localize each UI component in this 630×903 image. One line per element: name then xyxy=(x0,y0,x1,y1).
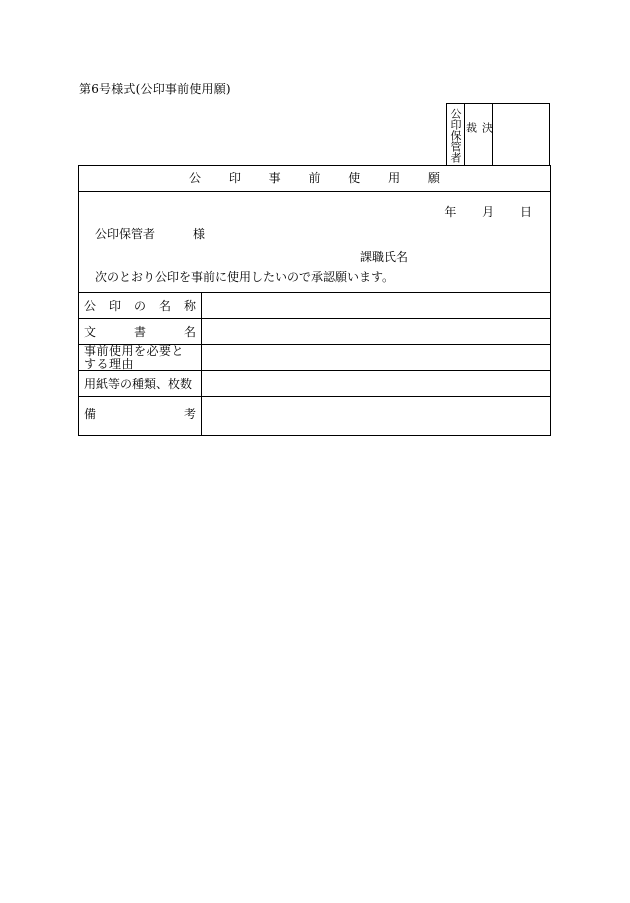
table-row-remarks xyxy=(79,396,550,436)
paper-type-label: 用紙等の種類、枚数 xyxy=(84,377,193,391)
seal-holder-column: 公印保管者 xyxy=(447,104,465,165)
row-label xyxy=(79,319,202,344)
remarks-field[interactable] xyxy=(202,397,550,436)
date-line: 年 月 日 xyxy=(444,205,532,219)
document-name-field[interactable] xyxy=(202,319,550,344)
reason-field[interactable] xyxy=(202,345,550,370)
table-row-paper-type xyxy=(79,370,550,396)
approval-stamp-cell[interactable] xyxy=(493,104,549,165)
table-row-reason xyxy=(79,344,550,370)
form-number-label: 第6号様式(公印事前使用願) xyxy=(79,82,231,96)
request-text: 次のとおり公印を事前に使用したいので承認願います。 xyxy=(95,270,395,284)
addressee-name: 公印保管者 xyxy=(95,227,156,241)
form-title: 公 印 事 前 使 用 願 xyxy=(79,166,550,192)
seal-name-label: 公印の名称 xyxy=(84,299,196,313)
reason-label: 事前使用を必要とする理由 xyxy=(84,343,185,371)
row-label xyxy=(79,371,202,396)
row-label xyxy=(79,397,202,436)
decision-column: 決裁 xyxy=(465,104,493,165)
paper-type-field[interactable] xyxy=(202,371,550,396)
seal-name-field[interactable] xyxy=(202,293,550,318)
approval-box xyxy=(446,103,550,165)
applicant-label: 課職氏名 xyxy=(360,250,409,264)
request-form-table xyxy=(78,165,551,436)
table-row-document-name xyxy=(79,318,550,344)
remarks-label: 備考 xyxy=(84,407,196,421)
addressee-line xyxy=(95,225,205,242)
table-row-seal-name xyxy=(79,292,550,318)
row-label xyxy=(79,345,202,370)
document-name-label: 文書名 xyxy=(84,325,196,339)
row-label xyxy=(79,293,202,318)
addressee-honorific: 様 xyxy=(193,227,206,241)
